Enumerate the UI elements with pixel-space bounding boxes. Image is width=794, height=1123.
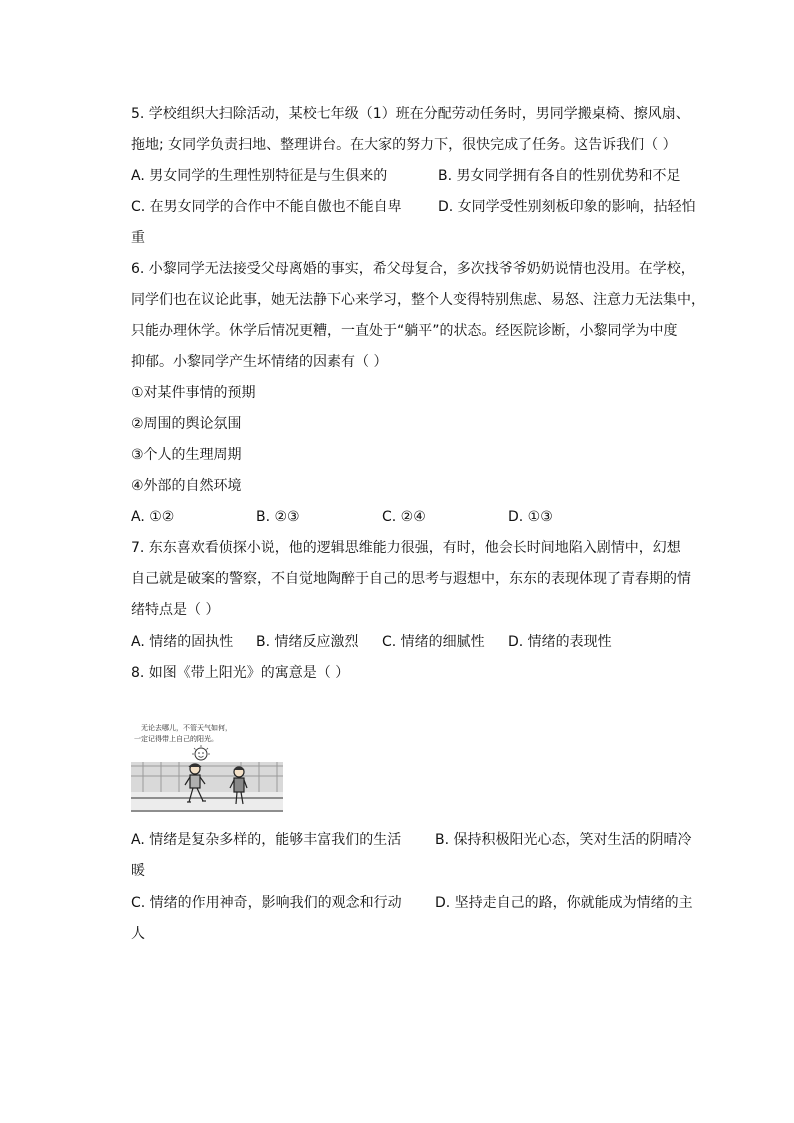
- q6-option-b: B. ②③: [256, 509, 300, 525]
- q8-option-b-continuation: 暖: [131, 863, 145, 879]
- cartoon-caption-line-1: 无论去哪儿，不管天气如何，: [141, 724, 232, 732]
- q6-option-a: A. ①②: [131, 509, 175, 525]
- q5-option-c: C. 在男女同学的合作中不能自傲也不能自卑: [131, 199, 402, 215]
- sunshine-cartoon-image: [131, 718, 283, 818]
- q6-item-2: ②周围的舆论氛围: [131, 416, 242, 432]
- q5-option-d: D. 女同学受性别刻板印象的影响，拈轻怕: [438, 199, 696, 215]
- q8-option-d: D. 坚持走自己的路，你就能成为情绪的主: [435, 895, 693, 911]
- q6-stem-line-1: 6. 小黎同学无法接受父母离婚的事实，希父母复合，多次找爷爷奶奶说情也没用。在学校，: [131, 261, 695, 277]
- q6-stem-line-4: 抑郁。小黎同学产生坏情绪的因素有（ ）: [131, 354, 388, 370]
- q7-stem-line-3: 绪特点是（ ）: [131, 602, 220, 618]
- q5-option-d-continuation: 重: [131, 230, 145, 246]
- q5-option-b: B. 男女同学拥有各自的性别优势和不足: [438, 168, 681, 184]
- q5-stem-line-2: 拖地; 女同学负责扫地、整理讲台。在大家的努力下，很快完成了任务。这告诉我们（ ）: [131, 137, 677, 153]
- cartoon-caption-line-2: 一定记得带上自己的阳光。: [134, 735, 218, 743]
- q6-stem-line-3: 只能办理休学。休学后情况更糟，一直处于“躺平”的状态。经医院诊断，小黎同学为中度: [131, 323, 678, 339]
- q8-option-b: B. 保持积极阳光心态，笑对生活的阴晴冷: [435, 832, 692, 848]
- q7-option-b: B. 情绪反应激烈: [256, 634, 359, 650]
- q6-item-4: ④外部的自然环境: [131, 478, 242, 494]
- q7-option-d: D. 情绪的表现性: [508, 634, 612, 650]
- q8-option-c: C. 情绪的作用神奇，影响我们的观念和行动: [131, 895, 402, 911]
- q6-item-1: ①对某件事情的预期: [131, 385, 256, 401]
- q5-option-a: A. 男女同学的生理性别特征是与生俱来的: [131, 168, 388, 184]
- q6-option-d: D. ①③: [508, 509, 553, 525]
- q6-item-3: ③个人的生理周期: [131, 447, 242, 463]
- q7-option-c: C. 情绪的细腻性: [382, 634, 485, 650]
- q6-option-c: C. ②④: [382, 509, 426, 525]
- q7-option-a: A. 情绪的固执性: [131, 634, 234, 650]
- q8-option-a: A. 情绪是复杂多样的，能够丰富我们的生活: [131, 832, 402, 848]
- q6-stem-line-2: 同学们也在议论此事，她无法静下心来学习，整个人变得特别焦虑、易怒、注意力无法集中，: [131, 292, 705, 308]
- q7-stem-line-1: 7. 东东喜欢看侦探小说，他的逻辑思维能力很强，有时，他会长时间地陷入剧情中，幻想: [131, 540, 681, 556]
- q5-stem-line-1: 5. 学校组织大扫除活动，某校七年级（1）班在分配劳动任务时，男同学搬桌椅、擦风扇、: [131, 106, 690, 122]
- q8-option-d-continuation: 人: [131, 926, 145, 942]
- q8-stem-line-1: 8. 如图《带上阳光》的寓意是（ ）: [131, 665, 350, 681]
- q7-stem-line-2: 自己就是破案的警察，不自觉地陶醉于自己的思考与遐想中，东东的表现体现了青春期的情: [131, 571, 691, 587]
